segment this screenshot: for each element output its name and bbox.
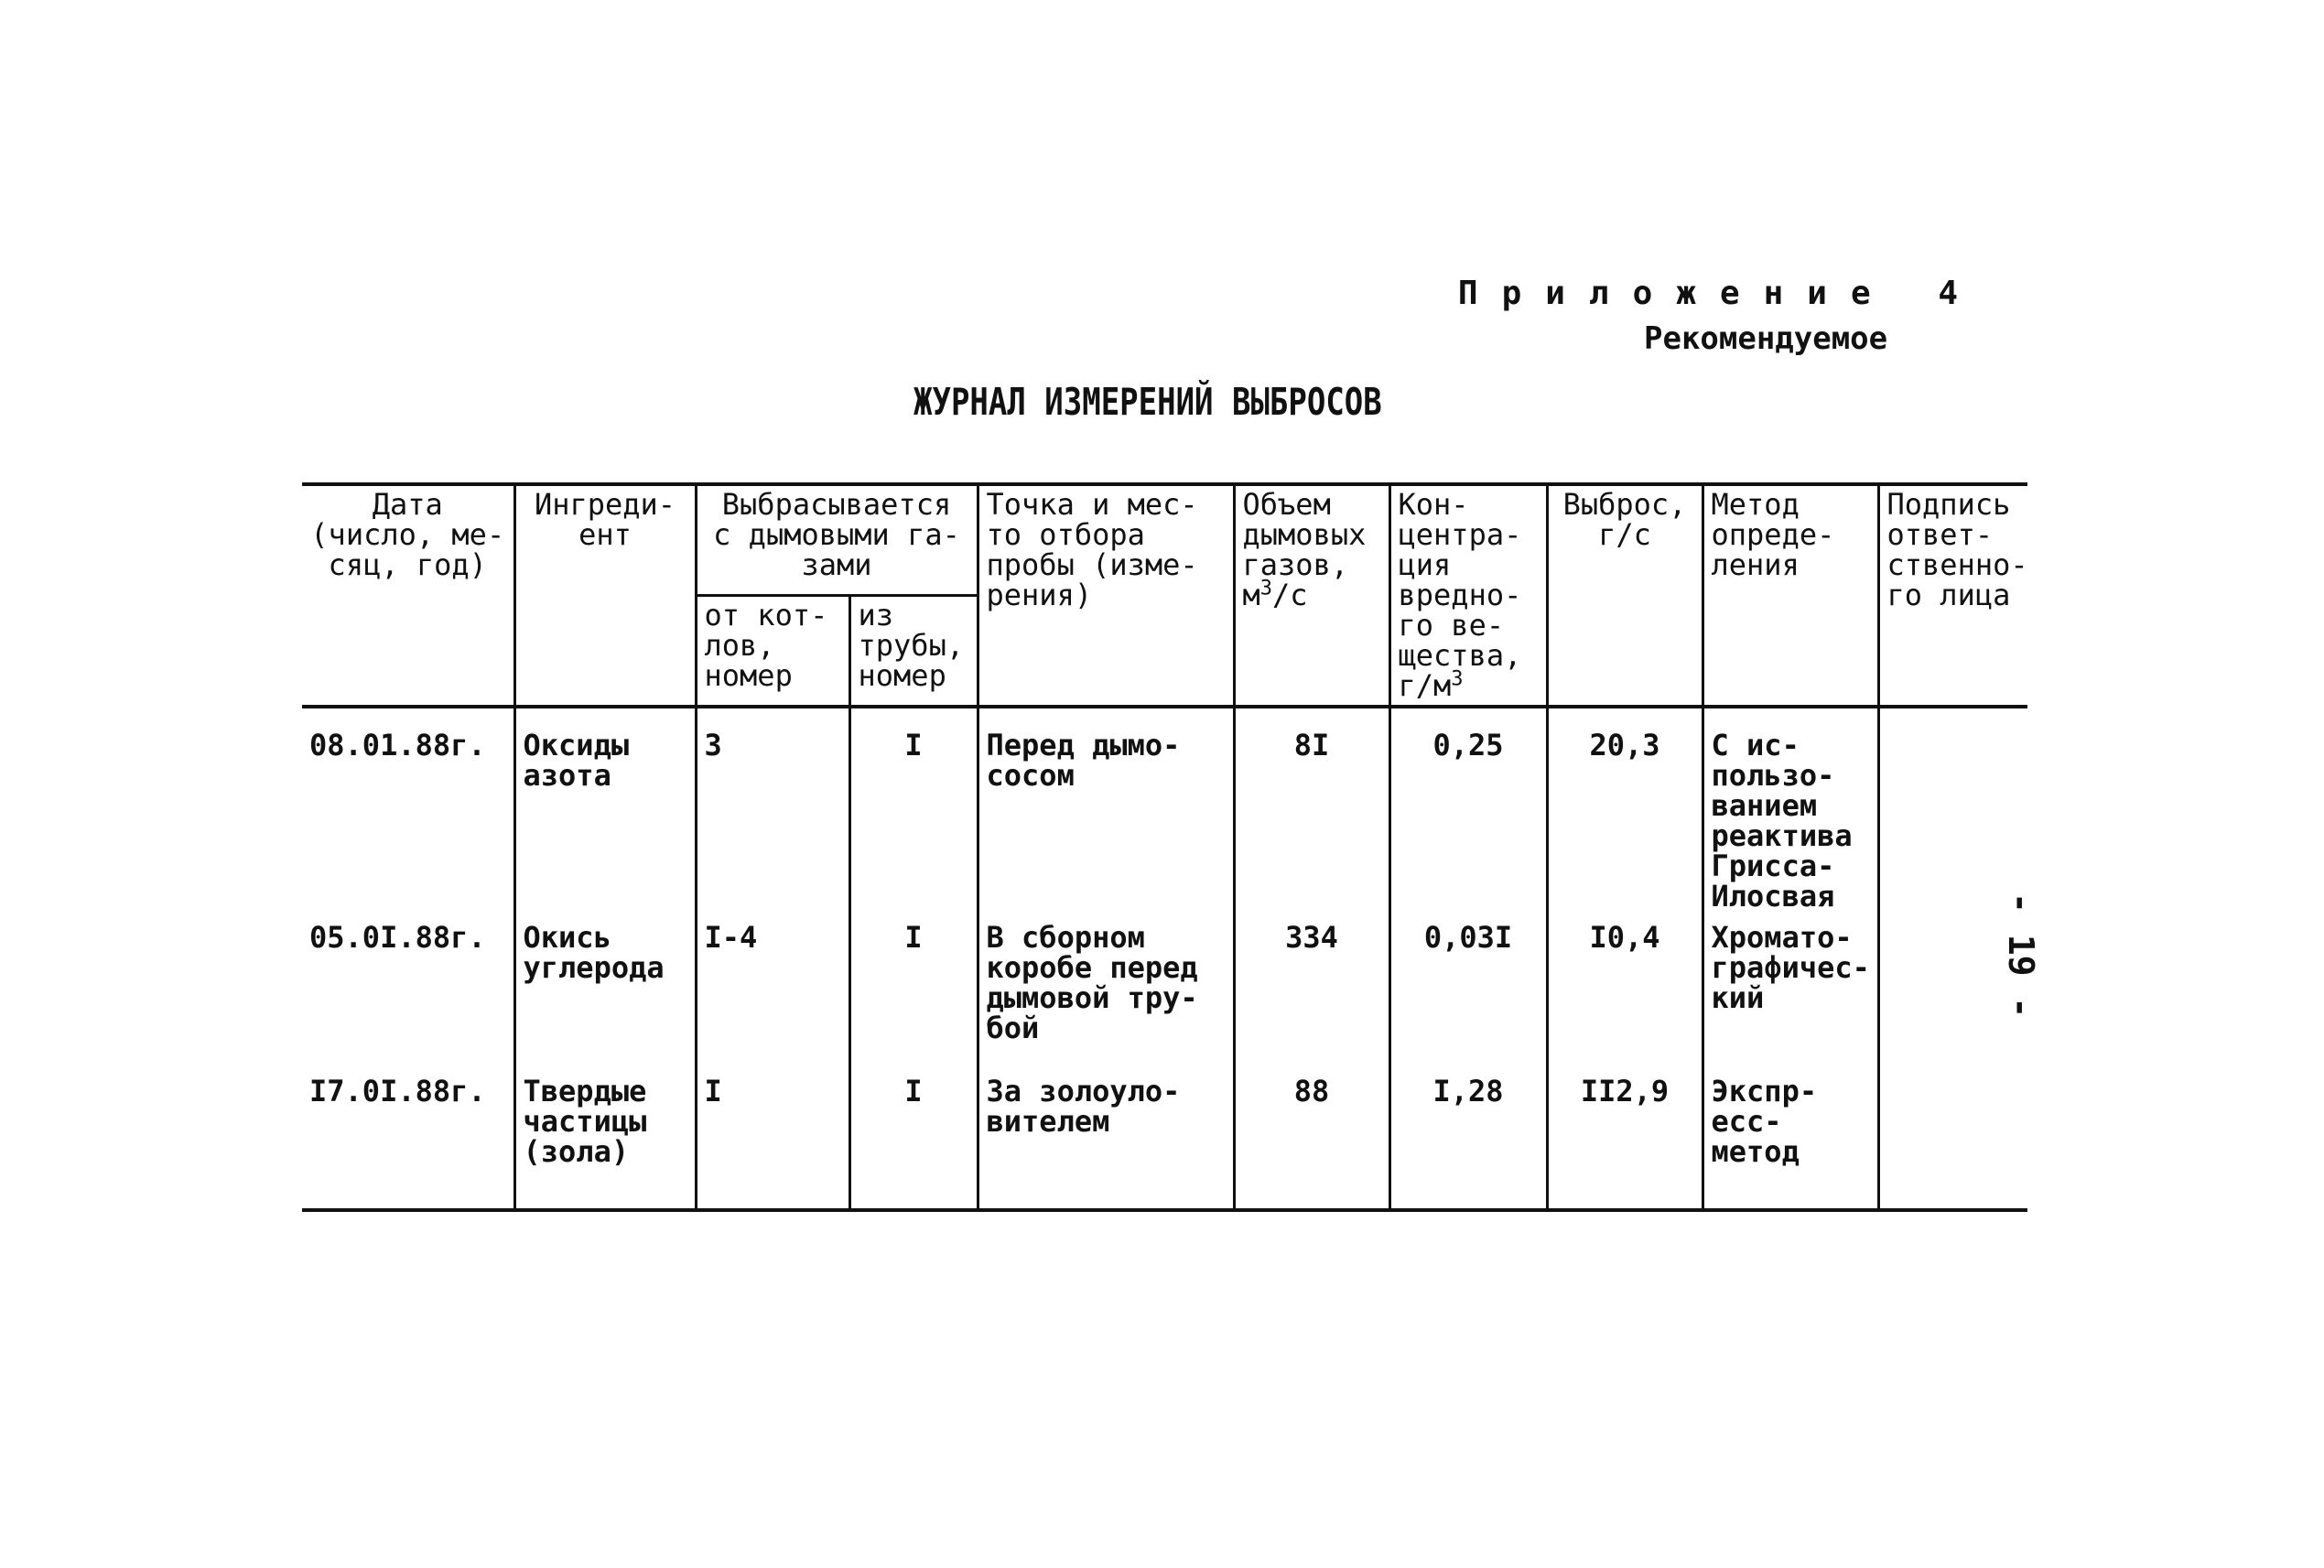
cell-volume: 88 (1234, 1073, 1389, 1210)
cell-volume: 8I (1234, 707, 1389, 919)
col-header-volume (1234, 484, 1389, 707)
concentration-label: Кон- центра- ция вредно- го ве- щества, г/м (1398, 487, 1522, 703)
table-row (302, 707, 2027, 919)
cell-emission: I0,4 (1547, 919, 1702, 1073)
table-row (302, 919, 2027, 1073)
col-header-ingredient: Ингреди- ент (514, 484, 696, 707)
cell-method: Экспр- есс- метод (1702, 1073, 1878, 1210)
cell-concentration: 0,25 (1389, 707, 1547, 919)
col-header-sampling-point: Точка и мес- то отбора пробы (изме- рения) (978, 484, 1234, 707)
emissions-journal-table (302, 482, 2027, 1212)
table-row (302, 1073, 2027, 1210)
volume-superscript: 3 (1259, 577, 1273, 600)
cell-emission: II2,9 (1547, 1073, 1702, 1210)
cell-date: I7.0I.88г. (302, 1073, 514, 1210)
volume-label: Объем дымовых газов, м (1242, 487, 1367, 612)
col-header-date: Дата (число, ме- сяц, год) (302, 484, 514, 707)
cell-concentration: 0,03I (1389, 919, 1547, 1073)
cell-pipe: I (849, 707, 978, 919)
col-header-emitted: Выбрасывается с дымовыми га- зами (696, 484, 978, 596)
page-title: ЖУРНАЛ ИЗМЕРЕНИЙ ВЫБРОСОВ (913, 381, 1382, 425)
cell-method: С ис- пользо- ванием реактива Грисса- Илосвая (1702, 707, 1878, 919)
col-header-from-boilers: от кот- лов, номер (696, 596, 849, 708)
cell-boilers: I-4 (696, 919, 849, 1073)
col-header-method: Метод опреде- ления (1702, 484, 1878, 707)
cell-signature (1878, 707, 2027, 919)
concentration-superscript: 3 (1451, 667, 1464, 691)
table-header-row (302, 484, 2027, 596)
col-header-signature: Подпись ответ- ственно- го лица (1878, 484, 2027, 707)
cell-sampling-point: Перед дымо- сосом (978, 707, 1234, 919)
volume-unit: /с (1272, 578, 1308, 612)
cell-date: 05.0I.88г. (302, 919, 514, 1073)
status-label: Рекомендуемое (1644, 320, 1888, 357)
cell-boilers: 3 (696, 707, 849, 919)
cell-concentration: I,28 (1389, 1073, 1547, 1210)
cell-sampling-point: За золоуло- вителем (978, 1073, 1234, 1210)
cell-ingredient: Окись углерода (514, 919, 696, 1073)
page-number: - 19 - (2001, 892, 2041, 1019)
cell-date: 08.01.88г. (302, 707, 514, 919)
cell-emission: 20,3 (1547, 707, 1702, 919)
col-header-from-pipe: из трубы, номер (849, 596, 978, 708)
cell-sampling-point: В сборном коробе перед дымовой тру- бой (978, 919, 1234, 1073)
appendix-label: Приложение 4 (1457, 275, 1982, 312)
cell-volume: 334 (1234, 919, 1389, 1073)
cell-signature (1878, 1073, 2027, 1210)
cell-boilers: I (696, 1073, 849, 1210)
cell-pipe: I (849, 1073, 978, 1210)
col-header-emission: Выброс, г/с (1547, 484, 1702, 707)
col-header-concentration (1389, 484, 1547, 707)
cell-ingredient: Твердые частицы (зола) (514, 1073, 696, 1210)
cell-ingredient: Оксиды азота (514, 707, 696, 919)
cell-pipe: I (849, 919, 978, 1073)
cell-method: Хромато- графичес- кий (1702, 919, 1878, 1073)
cell-signature (1878, 919, 2027, 1073)
